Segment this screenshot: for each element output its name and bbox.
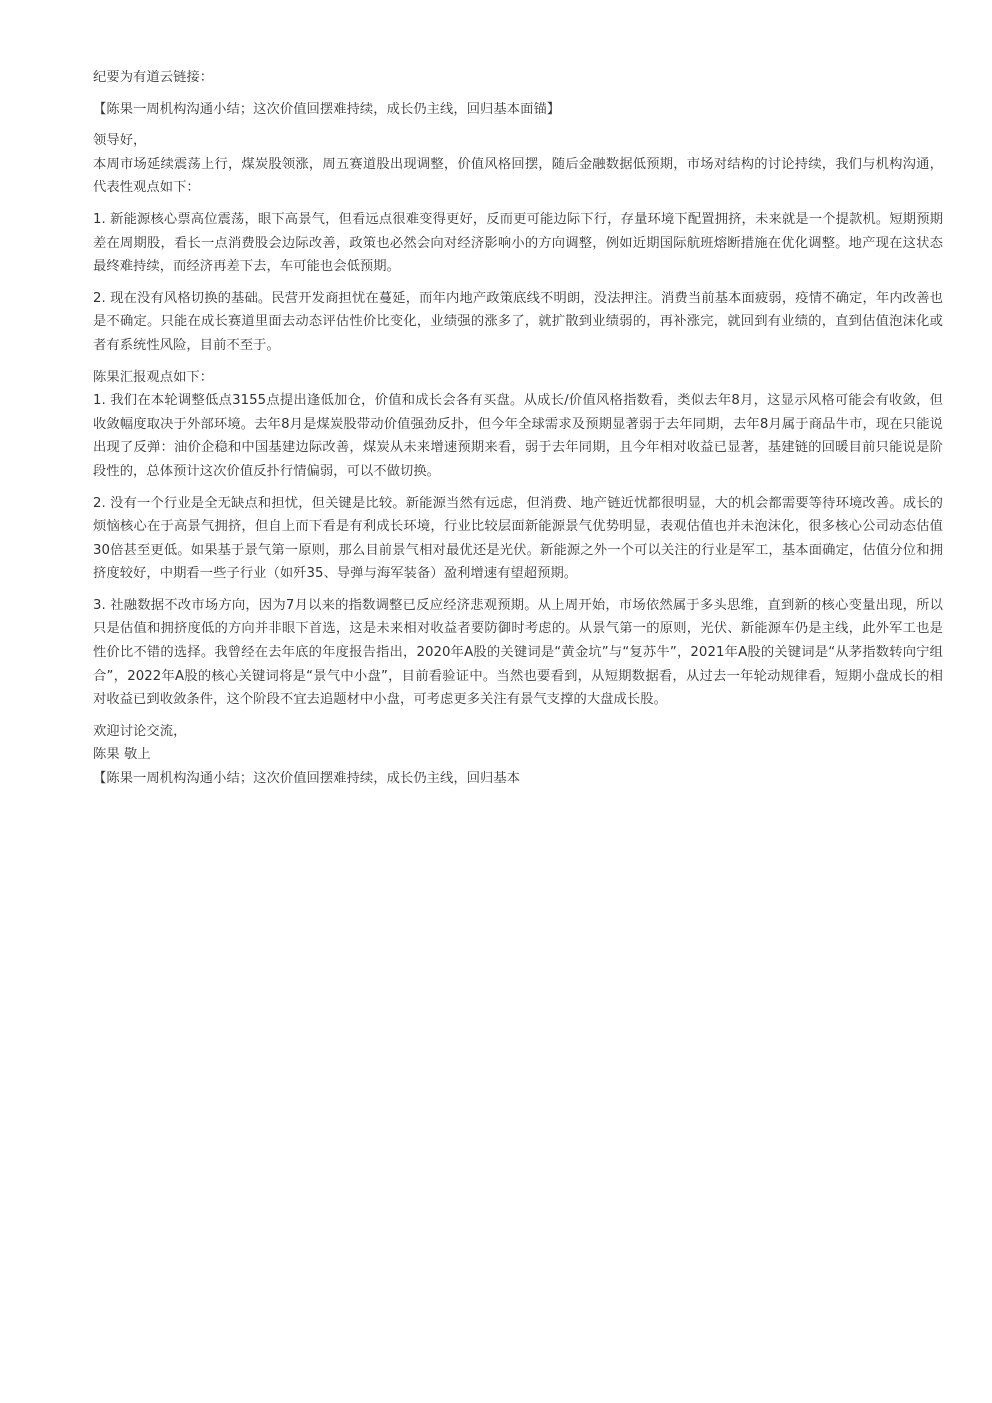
greeting: 领导好， [93, 133, 147, 149]
footer-title: 【陈果一周机构沟通小结；这次价值回摆难持续，成长仍主线，回归基本 [93, 771, 521, 787]
summary-title: 【陈果一周机构沟通小结；这次价值回摆难持续，成长仍主线，回归基本面锚】 [93, 101, 561, 117]
summary-intro: 本周市场延续震荡上行，煤炭股领涨，周五赛道股出现调整，价值风格回摆，随后金融数据低预期，市场对结构的讨论持续，我们与机构沟通，代表性观点如下： [93, 156, 943, 196]
institution-point-2: 2. 现在没有风格切换的基础。民营开发商担忧在蔓延，而年内地产政策底线不明朗，没法押注。消费当前基本面疲弱，疫情不确定，年内改善也是不确定。只能在成长赛道里面去动态评估性价比变化，业绩强的涨多了，就扩散到业绩弱的，再补涨完，就回到有业绩的，直到估值泡沫化或者有系统性风险，目前不至于。 [93, 290, 943, 353]
closing: 欢迎讨论交流， [93, 723, 187, 739]
email-body [93, 66, 943, 791]
chenguo-header: 陈果汇报观点如下： [93, 369, 214, 385]
institution-point-1: 1. 新能源核心票高位震荡，眼下高景气，但看远点很难变得更好，反而更可能边际下行，存量环境下配置拥挤，未来就是一个提款机。短期预期差在周期股，看长一点消费股会边际改善，政策也必然会向对经济影响小的方向调整，例如近期国际航班熔断措施在优化调整。地产现在这状态最终难持续，而经济再差下去，车可能也会低预期。 [93, 211, 943, 275]
chenguo-point-2: 2. 没有一个行业是全无缺点和担忧，但关键是比较。新能源当然有远虑，但消费、地产链近忧都很明显，大的机会都需要等待环境改善。成长的烦恼核心在于高景气拥挤，但自上而下看是有利成长环境，行业比较层面新能源景气优势明显，表观估值也并未泡沫化，很多核心公司动态估值30倍甚至更低。如果基于景气第一原则，那么目前景气相对最优还是光伏。新能源之外一个可以关注的行业是军工，基本面确定，估值分位和拥挤度较好，中期看一些子行业（如歼35、导弹与海军装备）盈利增速有望超预期。 [93, 495, 943, 582]
intro-line: 纪要为有道云链接： [93, 70, 214, 85]
chenguo-point-1: 1. 我们在本轮调整低点3155点提出逢低加仓，价值和成长会各有买盘。从成长/价值风格指数看，类似去年8月，这显示风格可能会有收敛，但收敛幅度取决于外部环境。去年8月是煤炭股带动价值强劲反扑，但今年全球需求及预期显著弱于去年同期，去年8月属于商品牛市，现在只能说出现了反弹：油价企稳和中国基建边际改善，煤炭从未来增速预期来看，弱于去年同期，且今年相对收益已显著，基建链的回暖目前只能说是阶段性的，总体预计这次价值反扑行情偏弱，可以不做切换。 [93, 393, 943, 479]
signature: 陈果 敬上 [93, 747, 151, 763]
chenguo-point-3: 3. 社融数据不改市场方向，因为7月以来的指数调整已反应经济悲观预期。从上周开始，市场依然属于多头思维，直到新的核心变量出现，所以只是估值和拥挤度低的方向并非眼下首选，这是未来相对收益者要防御时考虑的。从景气第一的原则，光伏、新能源车仍是主线，此外军工也是性价比不错的选择。我曾经在去年底的年度报告指出，2020年A股的关键词是“黄金坑”与“复苏牛”，2021年A股的关键词是“从茅指数转向宁组合”，2022年A股的核心关键词将是“景气中小盘”，目前看验证中。当然也要看到，从短期数据看，从过去一年轮动规律看，短期小盘成长的相对收益已到收敛条件，这个阶段不宜去追题材中小盘，可考虑更多关注有景气支撑的大盘成长股。 [93, 597, 943, 708]
